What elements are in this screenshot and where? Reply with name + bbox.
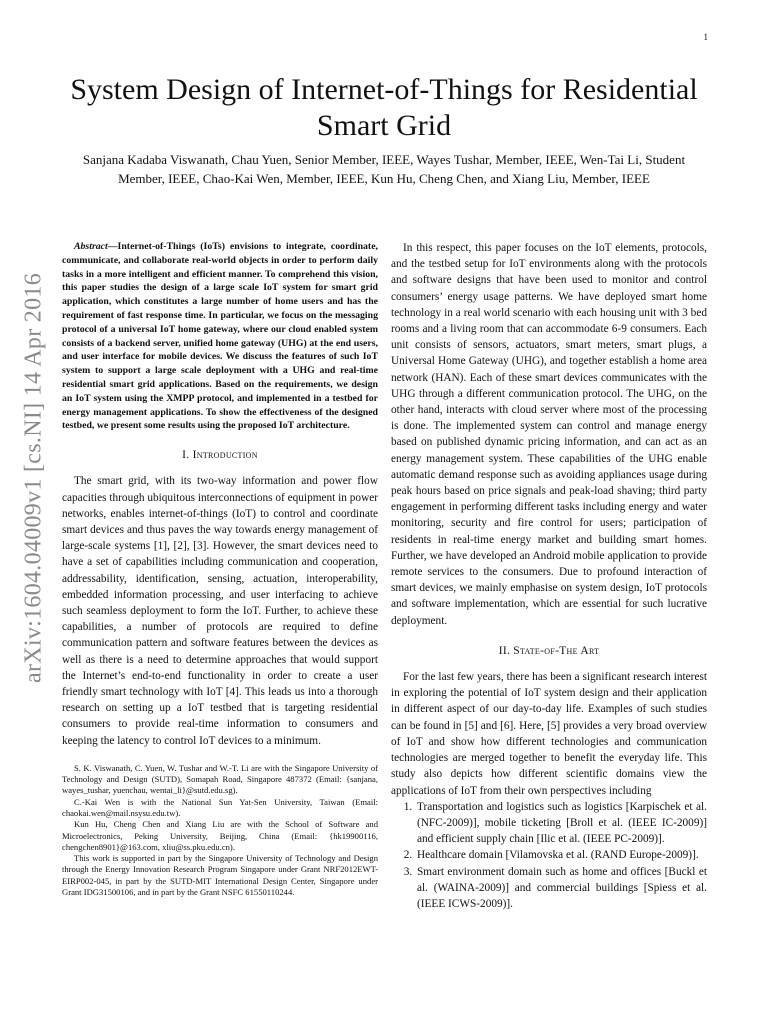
footnote-funding: This work is supported in part by the Singapore University of Technology and Design through the Energy Innovation Research Program Singapore under Grant NRF2012EWT-EIRP002-045, in part by the SUTD-MIT International Design Center, Singapore under Grant IDG31500106, and in part by the Grant NSFC 61550110244.: [62, 853, 378, 898]
footnote-affiliation-nsysu: C.-Kai Wen is with the National Sun Yat-Sen University, Taiwan (Email: chaokai.wen@mail.nsysu.edu.tw).: [62, 796, 378, 818]
footnotes: [62, 763, 378, 899]
abstract-label: Abstract: [74, 241, 108, 252]
paper-title: System Design of Internet-of-Things for Residential Smart Grid: [70, 73, 698, 142]
author-list: Sanjana Kadaba Viswanath, Chau Yuen, Senior Member, IEEE, Wayes Tushar, Member, IEEE, Wen-Tai Li, Student Member, IEEE, Chao-Kai Wen, Member, IEEE, Kun Hu, Cheng Chen, and Xiang Liu, Member, IEEE: [82, 152, 686, 186]
arxiv-identifier: [20, 243, 48, 713]
abstract: [62, 240, 378, 433]
footnote-affiliation-pku: Kun Hu, Cheng Chen and Xiang Liu are with the School of Software and Microelectronics, Peking University, Beijing, China (Email: {hk19900116, chengchen8901}@163.com, xliu@ss.pku.edu.cn).: [62, 819, 378, 852]
page-number: 1: [703, 32, 708, 42]
introduction-paragraph-2: In this respect, this paper focuses on the IoT elements, protocols, and the testbed setup for IoT environments along with the protocols and software designs that have been used to monitor and control consumers’ energy usage patterns. We have deployed smart home technology in a real world scenario with each housing unit with 3 bed rooms and a living room that can accommodate 6-9 consumers. Each unit consists of sensors, actuators, smart meters, smart plugs, a Universal Home Gateway (UHG), and together establish a home area network (HAN). Each of these smart devices communicates with the UHG through a different communication protocol. The UHG, on the other hand, interacts with cloud server where most of the processing is done. The implemented system can control and manage energy based on published dynamic pricing information, and can act as an energy management system. These capabilities of the UHG enable automatic demand response such as avoiding appliances usage during peak hours based on price signals and peak-load shaving; third party engagement in performing different tasks including energy and water monitoring, security and fire control for users; participation of residents in real-time energy market and building smart homes. Further, we have developed an Android mobile application to provide remote services to the consumers. Due to profound interaction of smart devices, we mainly emphasise on system design, IoT protocols and software implementation, which are essential for such lucrative deployment.: [391, 242, 707, 627]
list-item: 3. Smart environment domain such as home and offices [Buckl et al. (WAINA-2009)] and commercial buildings [Spiess et al. (IEEE ICWS-2009)].: [415, 864, 707, 913]
abstract-text: —Internet-of-Things (IoTs) envisions to integrate, coordinate, communicate, and collaborate real-world objects in order to perform daily tasks in a more intelligent and efficient manner. To comprehend this vision, this paper studies the design of a large scale IoT system for smart grid application, which constitutes a large number of home users and has the requirement of fast response time. In particular, we focus on the messaging protocol of a universal IoT home gateway, where our cloud enabled system consists of a backend server, unified home gateway (UHG) at the end users, and user interface for mobile devices. We discuss the features of such IoT system to support a large scale deployment with a UHG and real-time residential smart grid applications. Based on the requirements, we design an IoT system using the XMPP protocol, and implemented in a testbed for energy management applications. To show the effectiveness of the designed testbed, we present some results using the proposed IoT architecture.: [62, 241, 378, 432]
arxiv-id-text: arXiv:1604.04009v1 [cs.NI] 14 Apr 2016: [20, 272, 47, 684]
right-column: [391, 240, 707, 912]
section-heading-state-of-the-art: II. State-of-The Art: [498, 644, 600, 657]
state-of-the-art-paragraph: For the last few years, there has been a significant research interest in exploring the potential of IoT system design and their application in different aspect of our day-to-day life. Examples of such studies can be found in [5] and [6]. Here, [5] provides a very broad overview of IoT and show how different technologies and communication technologies are merged together to benefit the everyday life. This study also depicts how different scientific domains view the applications of IoT from their own perspectives including: [391, 671, 707, 797]
list-item: 2. Healthcare domain [Vilamovska et al. (RAND Europe-2009)].: [415, 847, 707, 863]
introduction-paragraph: The smart grid, with its two-way information and power flow capacities through ubiquitous interconnections of equipment in power networks, enables internet-of-things (IoT) to control and coordinate smart devices and thus paves the way towards energy management of large-scale systems [1], [2], [3]. However, the smart devices need to have a set of capabilities including communication and cooperation, addressability, identification, sensing, actuation, interoperability, embedded information processing, and user interfacing to achieve such seamless deployment to form the IoT. Further, to achieve these capabilities, a number of protocols are required to define communication pattern and software features between the devices as well as there is a need to determine approaches that would support the Internet’s end-to-end functionality in order to create a user friendly smart technology with IoT [4]. This leads us into a thorough research on setting up a IoT testbed that is targeting residential consumers to provide real-time information to consumers and keeping the latency to control IoT devices to a minimum.: [62, 475, 378, 747]
footnote-affiliation-sutd: S. K. Viswanath, C. Yuen, W. Tushar and W.-T. Li are with the Singapore University of Technology and Design (SUTD), Somapah Road, Singapore 487372 (Email: {sanjana, wayes_tushar, yuenchau, wentai_li}@sutd.edu.sg).: [62, 762, 378, 796]
list-item: 1. Transportation and logistics such as logistics [Karpischek et al. (NFC-2009)], mobile ticketing [Broll et al. (IEEE IC-2009)] and efficient supply chain [Ilic et al. (IEEE PC-2009)].: [415, 799, 707, 848]
left-column: [62, 240, 378, 898]
section-heading-introduction: I. Introduction: [182, 449, 258, 462]
application-domain-list: [391, 799, 707, 912]
